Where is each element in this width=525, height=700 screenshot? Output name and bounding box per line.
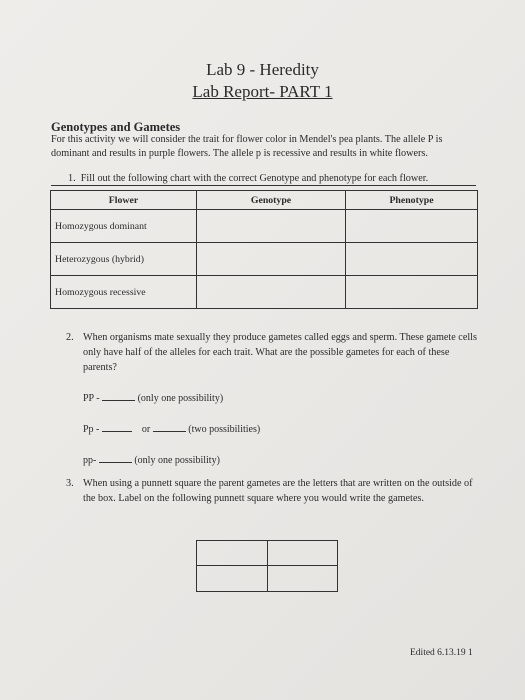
page-title: Lab 9 - Heredity (206, 60, 319, 79)
question-number: 2. (66, 332, 74, 343)
question-number: 1. (68, 173, 76, 184)
possibility-note: (two possibilities) (188, 424, 261, 435)
parent-label: PP - (83, 393, 100, 404)
question-number: 3. (66, 478, 74, 489)
question-text: When organisms mate sexually they produce gametes called eggs and sperm. These gamete cells only have half of the alleles for each trait. What are the possible gametes for each of these parents? (83, 332, 477, 373)
question-underline (51, 185, 476, 186)
punnett-square[interactable] (196, 540, 338, 592)
parent-label: pp- (83, 455, 97, 466)
table-row (51, 276, 478, 309)
table-row (51, 243, 478, 276)
table-row (51, 210, 478, 243)
genotype-cell[interactable] (197, 243, 346, 276)
or-word: or (141, 424, 151, 435)
row-label: Homozygous recessive (51, 276, 197, 309)
question-2 (68, 330, 483, 375)
answer-blank[interactable] (102, 390, 135, 401)
phenotype-cell[interactable] (346, 276, 478, 309)
table-header-row (51, 191, 478, 210)
genotype-cell[interactable] (197, 276, 346, 309)
answer-blank[interactable] (99, 452, 132, 463)
answer-blank[interactable] (102, 421, 132, 432)
footer-edited: Edited 6.13.19 1 (410, 648, 473, 658)
possibility-note: (only one possibility) (137, 393, 224, 404)
phenotype-cell[interactable] (346, 210, 478, 243)
question-3 (66, 476, 486, 506)
section-heading: Genotypes and Gametes (51, 120, 181, 134)
question-text: Fill out the following chart with the correct Genotype and phenotype for each flower. (80, 173, 429, 184)
gamete-line-pp (83, 452, 220, 466)
header-genotype: Genotype (197, 191, 346, 210)
question-1 (68, 173, 428, 184)
gamete-line-Pp (83, 421, 260, 435)
row-label: Heterozygous (hybrid) (51, 243, 197, 276)
answer-blank[interactable] (153, 421, 186, 432)
row-label: Homozygous dominant (51, 210, 197, 243)
genotype-cell[interactable] (197, 210, 346, 243)
parent-label: Pp - (83, 424, 100, 435)
phenotype-cell[interactable] (346, 243, 478, 276)
page-subtitle: Lab Report- PART 1 (192, 82, 333, 101)
genotype-chart (50, 190, 478, 309)
question-text: When using a punnett square the parent gametes are the letters that are written on the outside of the box. Label on the following punnett square where you would write the gametes. (83, 478, 473, 504)
header-phenotype: Phenotype (346, 191, 478, 210)
punnett-divider-horizontal (197, 565, 337, 566)
header-flower: Flower (51, 191, 197, 210)
punnett-divider-vertical (267, 541, 268, 591)
possibility-note: (only one possibility) (134, 455, 220, 466)
gamete-line-PP (83, 390, 223, 404)
intro-paragraph: For this activity we will consider the trait for flower color in Mendel's pea plants. The allele P is dominant and results in purple flowers. The allele p is recessive and results in white flowers. (51, 134, 443, 159)
